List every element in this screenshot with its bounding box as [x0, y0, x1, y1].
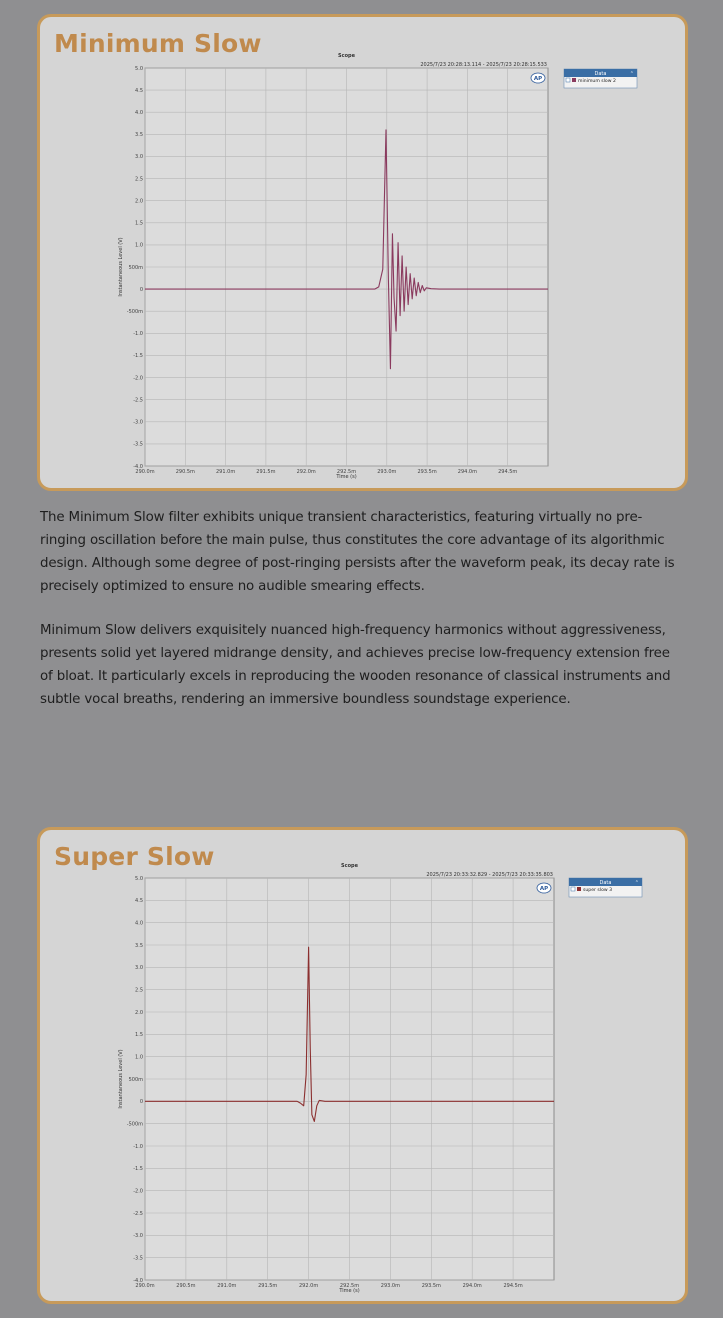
x-tick-label: 293.0m	[377, 469, 397, 475]
y-tick-label: 4.0	[135, 920, 143, 927]
y-tick-label: 0	[139, 1099, 143, 1106]
y-tick-label: 4.5	[135, 898, 143, 905]
x-tick-label: 292.0m	[299, 1283, 319, 1289]
y-tick-label: 2.5	[135, 176, 143, 183]
y-tick-label: 2.5	[135, 987, 143, 994]
legend-header: Data	[594, 71, 607, 77]
x-axis-label: Time (s)	[339, 1288, 360, 1294]
x-tick-label: 292.5m	[336, 469, 357, 475]
x-tick-label: 292.0m	[296, 469, 316, 475]
y-tick-label: 500m	[128, 1076, 143, 1083]
y-tick-label: 2.0	[135, 1009, 143, 1016]
legend	[569, 878, 642, 897]
y-tick-label: 3.0	[135, 154, 143, 161]
y-tick-label: 1.0	[135, 1054, 143, 1061]
y-tick-label: -500m	[126, 1121, 143, 1128]
x-tick-label: 290.0m	[135, 469, 155, 475]
x-axis-label: Time (s)	[336, 474, 357, 480]
y-tick-label: 2.0	[135, 198, 143, 205]
x-tick-label: 291.5m	[256, 469, 276, 475]
y-tick-label: 3.0	[135, 965, 143, 972]
section-title: Super Slow	[54, 842, 215, 871]
scope-chart-super-slow	[40, 830, 685, 1301]
super-slow-card	[37, 827, 688, 1304]
y-tick-label: -1.0	[133, 331, 143, 338]
x-tick-label: 290.5m	[175, 469, 195, 475]
chart-title: Scope	[338, 53, 355, 59]
y-tick-label: 5.0	[135, 875, 143, 882]
y-tick-label: 1.0	[135, 242, 143, 249]
x-tick-label: 291.0m	[216, 469, 236, 475]
y-tick-label: -2.5	[133, 397, 143, 404]
chart-title: Scope	[341, 863, 358, 869]
y-axis-label: Instantaneous Level (V)	[118, 237, 124, 297]
y-tick-label: 1.5	[135, 1032, 143, 1039]
x-tick-label: 292.5m	[339, 1283, 360, 1289]
x-tick-label: 290.5m	[176, 1283, 196, 1289]
y-tick-label: -1.5	[133, 353, 143, 360]
y-tick-label: 4.0	[135, 110, 143, 117]
y-tick-label: -1.0	[133, 1143, 143, 1150]
legend-swatch	[572, 78, 576, 82]
time-range-label: 2025/7/23 20:33:32.829 - 2025/7/23 20:33:35.803	[426, 872, 553, 878]
x-tick-label: 294.5m	[498, 469, 518, 475]
y-tick-label: -4.0	[133, 463, 143, 470]
y-tick-label: 5.0	[135, 65, 143, 72]
y-tick-label: -2.0	[133, 375, 143, 382]
x-tick-label: 291.5m	[258, 1283, 278, 1289]
minimum-slow-card	[37, 14, 688, 491]
y-tick-label: -3.5	[133, 1255, 143, 1262]
y-tick-label: -1.5	[133, 1166, 143, 1173]
y-tick-label: -3.0	[133, 419, 143, 426]
ap-logo-text: AP	[533, 76, 543, 82]
ap-logo	[531, 73, 545, 83]
ap-logo-text: AP	[539, 886, 549, 892]
y-tick-label: 500m	[128, 264, 143, 271]
legend-checkbox	[566, 78, 570, 82]
y-tick-label: -2.0	[133, 1188, 143, 1195]
y-tick-label: 3.5	[135, 132, 143, 139]
description-paragraph: Minimum Slow delivers exquisitely nuanced high-frequency harmonics without aggressiveness, presents solid yet layered midrange density, and achieves precise low-frequency extension free of bloat. It particularly excels in reproducing the wooden resonance of classical instruments and subtle vocal breaths, rendering an immersive boundless soundstage experience.	[40, 623, 671, 707]
y-tick-label: 4.5	[135, 87, 143, 94]
x-tick-label: 290.0m	[135, 1283, 155, 1289]
legend-header: Data	[599, 880, 612, 886]
x-tick-label: 293.5m	[421, 1283, 441, 1289]
x-tick-label: 291.0m	[217, 1283, 237, 1289]
legend-collapse-icon: ⌃	[634, 880, 639, 886]
y-tick-label: -4.0	[133, 1277, 143, 1284]
y-tick-label: -500m	[126, 309, 143, 316]
y-tick-label: 0	[139, 286, 143, 293]
y-tick-label: -3.0	[133, 1233, 143, 1240]
y-tick-label: 3.5	[135, 942, 143, 949]
legend-swatch	[577, 887, 581, 891]
legend-checkbox	[571, 887, 575, 891]
x-tick-label: 294.0m	[457, 469, 477, 475]
scope-chart-minimum-slow	[40, 17, 685, 488]
y-axis-label: Instantaneous Level (V)	[118, 1049, 124, 1109]
y-tick-label: 1.5	[135, 220, 143, 227]
x-tick-label: 294.0m	[462, 1283, 482, 1289]
description-paragraph: The Minimum Slow filter exhibits unique transient characteristics, featuring virtually no pre-ringing oscillation before the main pulse, thus constitutes the core advantage of its algorithmic design. Although some degree of post-ringing persists after the waveform peak, its decay rate is precisely optimized to ensure no audible smearing effects.	[40, 510, 675, 594]
y-tick-label: -2.5	[133, 1210, 143, 1217]
section-title: Minimum Slow	[54, 29, 262, 58]
ap-logo	[537, 883, 551, 893]
x-tick-label: 293.5m	[417, 469, 437, 475]
y-tick-label: -3.5	[133, 441, 143, 448]
legend	[564, 69, 637, 88]
legend-entry: super slow 3	[583, 888, 613, 893]
legend-entry: minimum slow 2	[578, 79, 616, 84]
legend-collapse-icon: ⌃	[629, 71, 634, 77]
x-tick-label: 293.0m	[380, 1283, 400, 1289]
x-tick-label: 294.5m	[503, 1283, 523, 1289]
time-range-label: 2025/7/23 20:28:13.114 - 2025/7/23 20:28:15.533	[420, 62, 547, 68]
